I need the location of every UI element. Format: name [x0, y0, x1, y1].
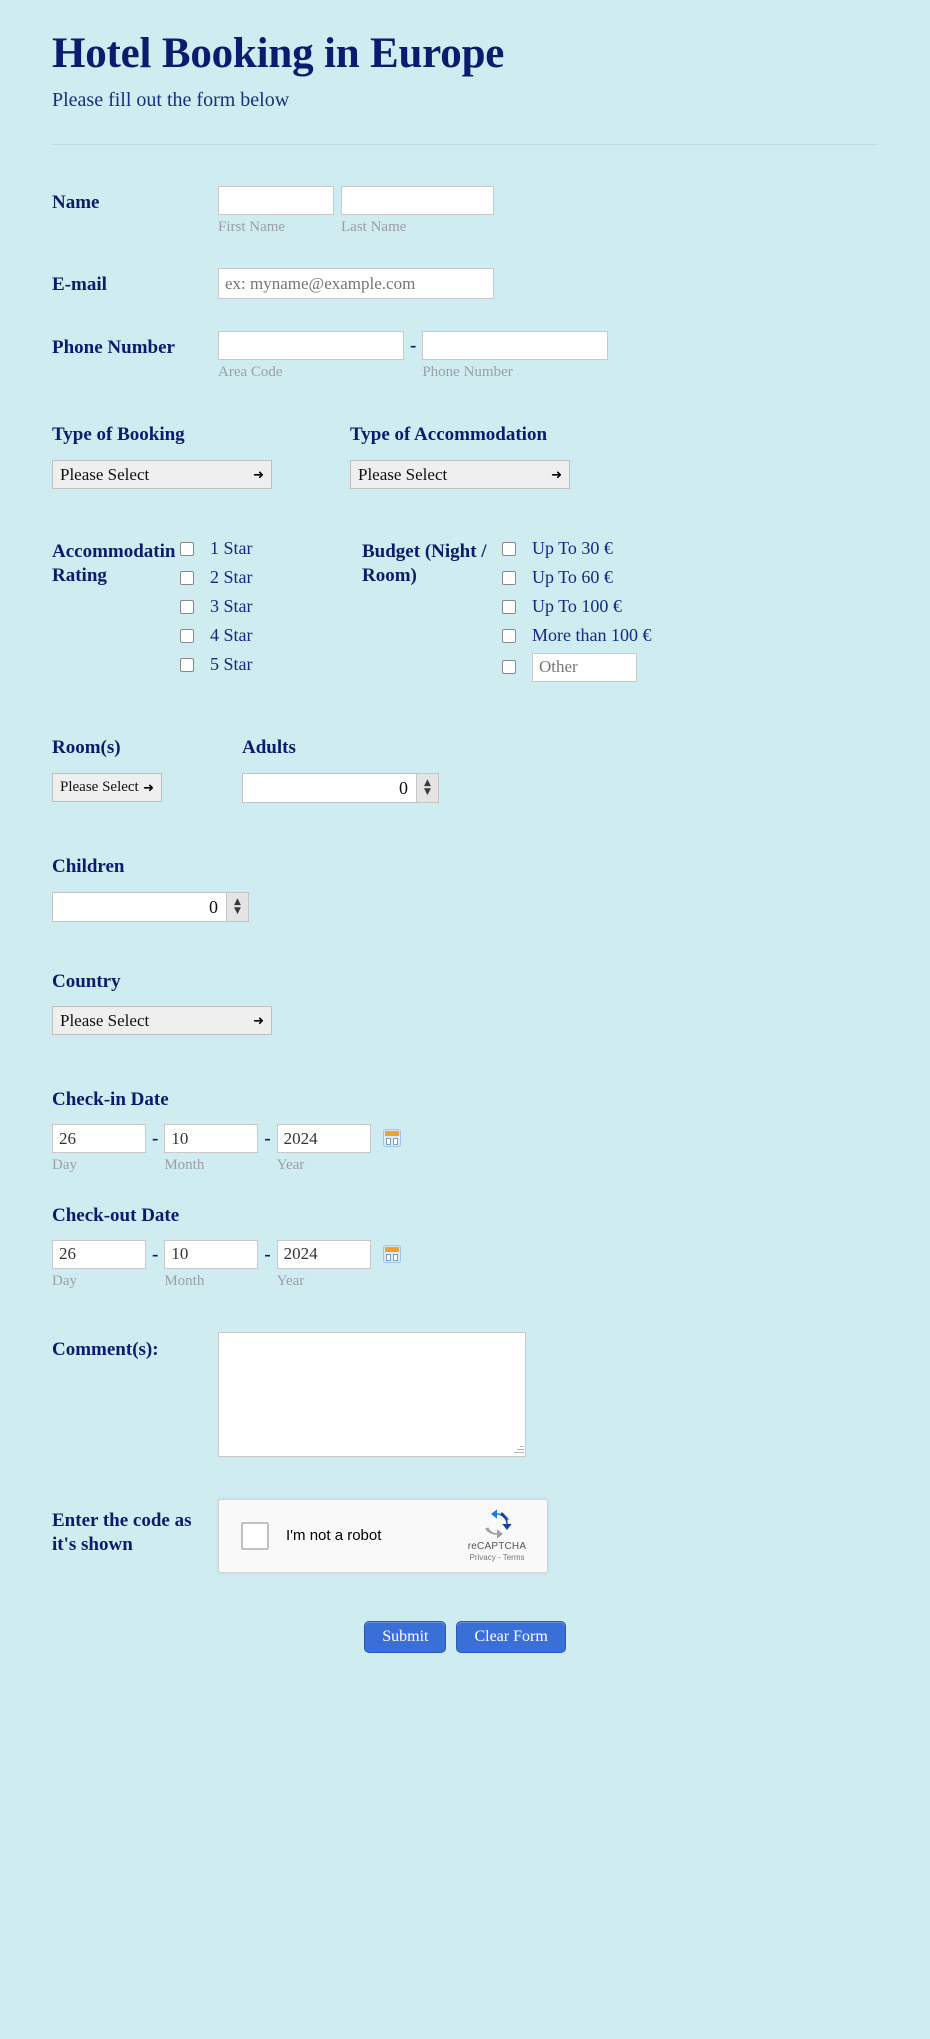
page-title: Hotel Booking in Europe	[52, 30, 505, 77]
recaptcha-text: I'm not a robot	[286, 1527, 382, 1545]
field-children	[52, 855, 878, 922]
captcha-label: Enter the code as it's shown	[52, 1509, 192, 1556]
rating-option[interactable]	[180, 650, 350, 679]
adults-stepper-buttons[interactable]	[416, 774, 438, 802]
rating-option-label: 3 Star	[210, 596, 253, 617]
children-label: Children	[52, 855, 125, 877]
form-actions	[52, 1621, 878, 1653]
budget-option[interactable]	[502, 621, 651, 650]
country-select[interactable]	[52, 1006, 272, 1035]
field-rooms	[52, 736, 242, 807]
area-code-sublabel: Area Code	[218, 364, 283, 381]
email-label: E-mail	[52, 274, 107, 296]
budget-option-other[interactable]	[502, 650, 651, 684]
budget-label: Budget (Night / Room)	[362, 541, 487, 586]
recaptcha-branding	[460, 1508, 534, 1562]
recaptcha-logo-icon	[481, 1508, 513, 1540]
type-of-accommodation-label: Type of Accommodation	[350, 424, 548, 446]
children-stepper-buttons[interactable]	[226, 893, 248, 921]
chevron-down-icon: ➜	[253, 1014, 264, 1030]
booking-type-section	[52, 423, 878, 494]
stepper-down-icon[interactable]: ▼	[424, 786, 431, 797]
phone-number-input[interactable]	[422, 331, 608, 360]
last-name-sublabel: Last Name	[341, 219, 407, 236]
checkbox-icon[interactable]	[180, 658, 194, 672]
clear-form-button[interactable]: Clear Form	[456, 1621, 565, 1653]
checkout-year-sublabel: Year	[276, 1272, 305, 1289]
rating-budget-section	[52, 534, 878, 684]
recaptcha-privacy-terms[interactable]: Privacy - Terms	[469, 1552, 525, 1562]
checkout-label: Check-out Date	[52, 1205, 180, 1227]
recaptcha-checkbox[interactable]	[241, 1522, 269, 1550]
recaptcha-brand-name: reCAPTCHA	[467, 1540, 527, 1552]
type-of-accommodation-value: Please Select	[358, 465, 448, 485]
checkbox-icon[interactable]	[502, 600, 516, 614]
resize-handle-icon[interactable]	[513, 1444, 524, 1455]
rating-option-label: 5 Star	[210, 654, 253, 675]
type-of-booking-value: Please Select	[60, 465, 150, 485]
rating-option-label: 2 Star	[210, 567, 253, 588]
type-of-accommodation-select[interactable]	[350, 460, 570, 489]
field-name	[52, 186, 878, 236]
checkin-month-input[interactable]	[164, 1124, 258, 1153]
checkout-year-input[interactable]	[277, 1240, 371, 1269]
field-checkout-date	[52, 1204, 878, 1290]
checkout-day-sublabel: Day	[52, 1272, 77, 1289]
budget-options	[502, 534, 651, 684]
checkbox-icon[interactable]	[502, 660, 516, 674]
rating-option[interactable]	[180, 563, 350, 592]
stepper-up-icon[interactable]: ▲	[424, 777, 431, 788]
rating-label: Accommodatin Rating	[52, 541, 176, 586]
checkbox-icon[interactable]	[502, 571, 516, 585]
type-of-booking-label: Type of Booking	[52, 424, 185, 446]
rating-option-label: 4 Star	[210, 625, 253, 646]
field-email	[52, 268, 878, 299]
checkin-separator: -	[264, 1128, 271, 1150]
comments-label: Comment(s):	[52, 1338, 159, 1360]
children-stepper[interactable]	[52, 892, 249, 922]
phone-label: Phone Number	[52, 337, 175, 359]
chevron-down-icon: ➜	[143, 780, 154, 796]
checkbox-icon[interactable]	[180, 542, 194, 556]
field-type-of-accommodation	[350, 423, 570, 494]
field-comments	[52, 1332, 878, 1457]
checkin-separator: -	[152, 1128, 159, 1150]
rooms-adults-section	[52, 736, 878, 807]
checkbox-icon[interactable]	[180, 571, 194, 585]
checkin-month-sublabel: Month	[164, 1157, 205, 1174]
rating-option[interactable]	[180, 592, 350, 621]
checkin-day-input[interactable]	[52, 1124, 146, 1153]
budget-option-label: More than 100 €	[532, 625, 652, 646]
phone-number-sublabel: Phone Number	[422, 364, 513, 381]
last-name-input[interactable]	[341, 186, 494, 215]
phone-separator: -	[410, 335, 417, 357]
rooms-label: Room(s)	[52, 737, 121, 759]
form-header	[52, 0, 878, 112]
field-adults	[242, 736, 439, 803]
budget-option-label: Up To 100 €	[532, 596, 622, 617]
checkout-day-input[interactable]	[52, 1240, 146, 1269]
country-value: Please Select	[60, 1011, 150, 1031]
field-captcha	[52, 1499, 878, 1573]
adults-value[interactable]: 0	[399, 777, 408, 798]
rating-option[interactable]	[180, 621, 350, 650]
name-label: Name	[52, 192, 100, 214]
adults-label: Adults	[242, 737, 296, 759]
checkout-month-sublabel: Month	[164, 1272, 205, 1289]
area-code-input[interactable]	[218, 331, 404, 360]
field-country	[52, 970, 878, 1041]
budget-option-label: Up To 60 €	[532, 567, 613, 588]
stepper-down-icon[interactable]: ▼	[234, 905, 241, 916]
chevron-down-icon: ➜	[551, 468, 562, 484]
page-subtitle: Please fill out the form below	[52, 89, 290, 112]
header-divider	[52, 144, 878, 145]
checkbox-icon[interactable]	[502, 542, 516, 556]
checkin-day-sublabel: Day	[52, 1157, 77, 1174]
email-input[interactable]	[218, 268, 494, 299]
type-of-booking-select[interactable]	[52, 460, 272, 489]
checkin-year-input[interactable]	[277, 1124, 371, 1153]
submit-button[interactable]: Submit	[364, 1621, 446, 1653]
budget-other-input[interactable]	[532, 653, 637, 682]
rooms-select[interactable]	[52, 773, 162, 802]
checkout-separator: -	[264, 1243, 271, 1265]
first-name-input[interactable]	[218, 186, 334, 215]
field-type-of-booking	[52, 423, 350, 494]
comments-textarea[interactable]	[218, 1332, 526, 1457]
rating-options	[180, 534, 350, 679]
rating-option-label: 1 Star	[210, 538, 253, 559]
checkbox-icon[interactable]	[180, 629, 194, 643]
checkin-label: Check-in Date	[52, 1089, 169, 1111]
chevron-down-icon: ➜	[253, 468, 264, 484]
adults-stepper[interactable]	[242, 773, 439, 803]
budget-option[interactable]	[502, 563, 651, 592]
country-label: Country	[52, 970, 121, 992]
children-value[interactable]: 0	[209, 896, 218, 917]
budget-option[interactable]	[502, 534, 651, 563]
calendar-icon[interactable]	[383, 1245, 401, 1263]
budget-option-label: Up To 30 €	[532, 538, 613, 559]
checkout-separator: -	[152, 1243, 159, 1265]
checkbox-icon[interactable]	[180, 600, 194, 614]
first-name-sublabel: First Name	[218, 219, 286, 236]
stepper-up-icon[interactable]: ▲	[234, 896, 241, 907]
field-phone	[52, 331, 878, 381]
checkbox-icon[interactable]	[502, 629, 516, 643]
rooms-value: Please Select	[60, 778, 139, 795]
recaptcha-widget[interactable]	[218, 1499, 548, 1573]
calendar-icon[interactable]	[383, 1129, 401, 1147]
rating-option[interactable]	[180, 534, 350, 563]
checkin-year-sublabel: Year	[276, 1157, 305, 1174]
budget-option[interactable]	[502, 592, 651, 621]
field-checkin-date	[52, 1088, 878, 1174]
checkout-month-input[interactable]	[164, 1240, 258, 1269]
